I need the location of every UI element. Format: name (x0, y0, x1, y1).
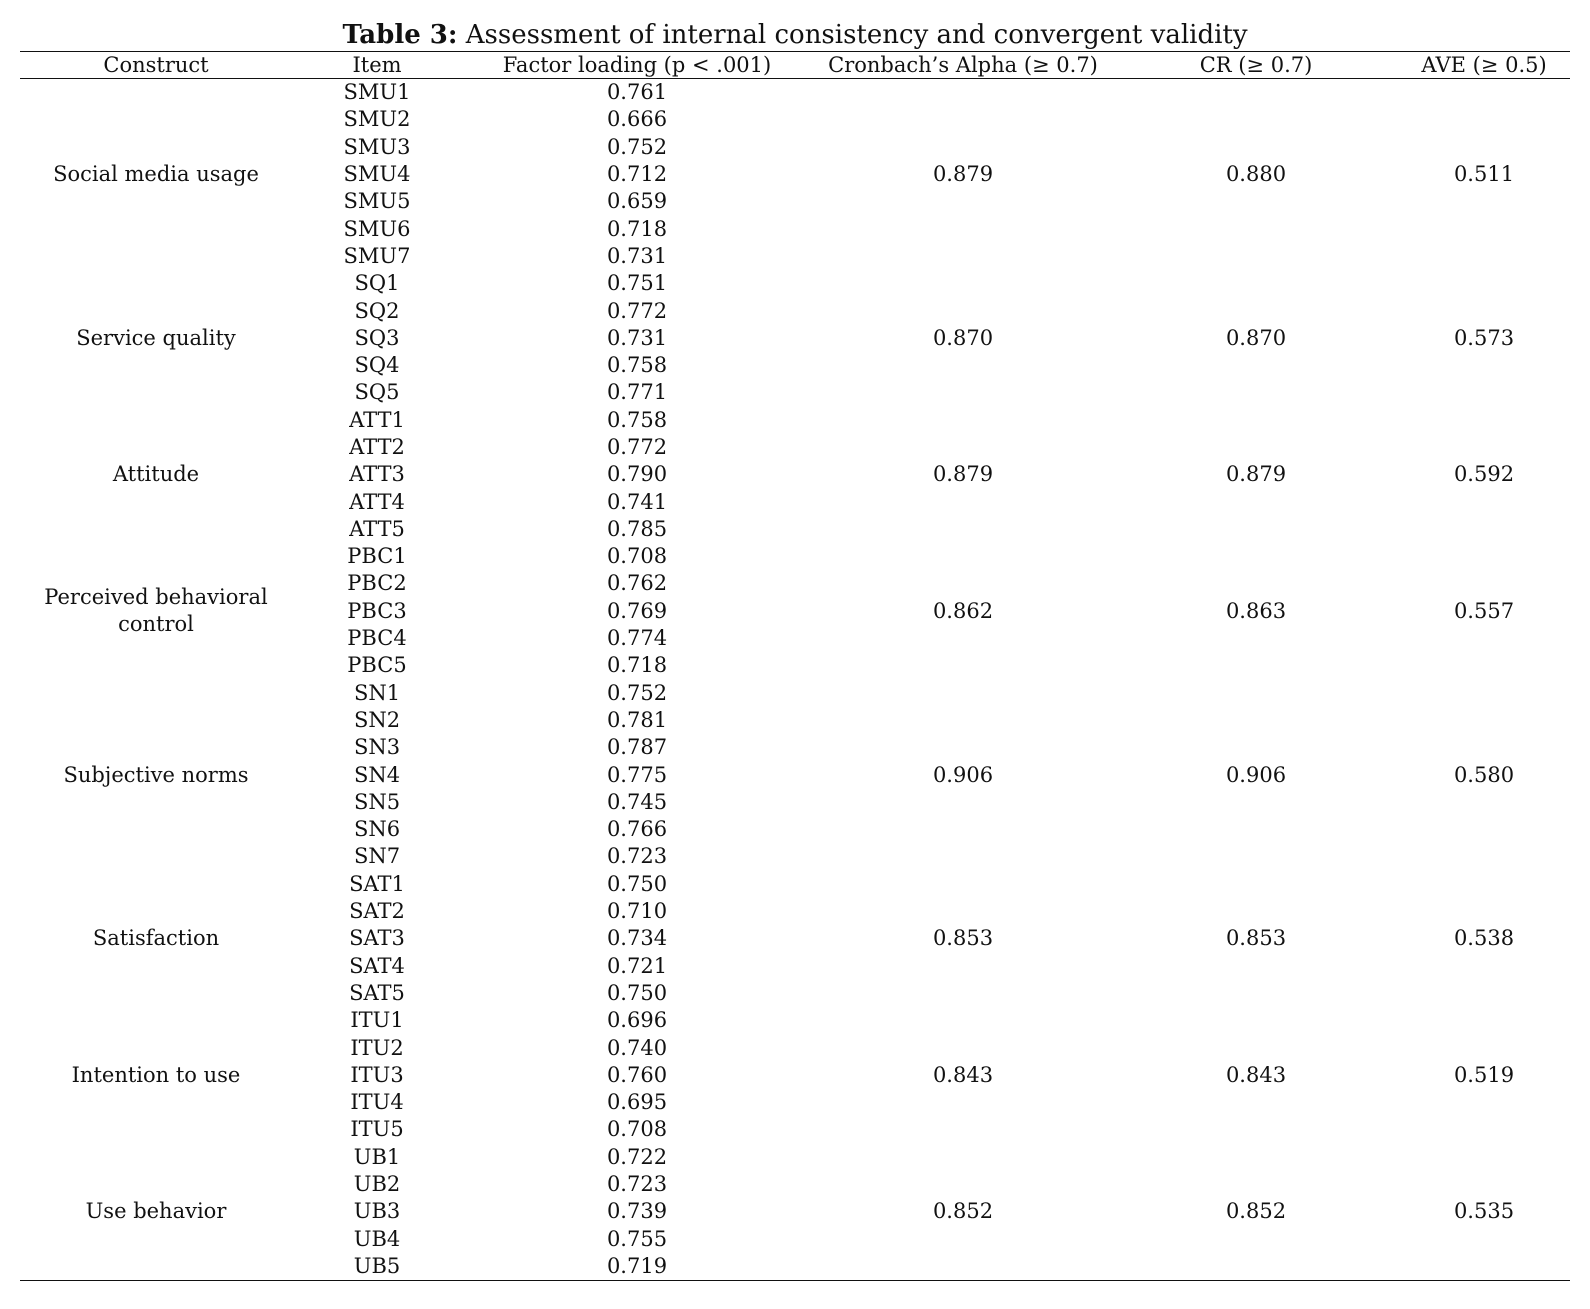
cronbach-alpha-cell: 0.879 (932, 162, 994, 187)
table-row (20, 407, 1570, 434)
ave-cell: 0.573 (1453, 325, 1515, 350)
factor-loading-cell: 0.723 (606, 1172, 668, 1197)
factor-loading-cell: 0.723 (606, 844, 668, 869)
factor-loading-cell: 0.731 (606, 325, 668, 350)
item-cell: SAT4 (349, 953, 405, 978)
cronbach-alpha-cell: 0.853 (932, 926, 994, 951)
item-cell: SN6 (353, 817, 401, 842)
factor-loading-cell: 0.787 (606, 735, 668, 760)
cr-cell: 0.863 (1225, 598, 1287, 623)
item-cell: PBC3 (347, 598, 407, 623)
construct-cell: Use behavior (20, 1144, 292, 1281)
cronbach-alpha-cell: 0.862 (932, 598, 994, 623)
cronbach-alpha-cell: 0.906 (932, 762, 994, 787)
factor-loading-cell: 0.790 (606, 462, 668, 487)
factor-loading-cell: 0.760 (606, 1062, 668, 1087)
factor-loading-cell: 0.775 (606, 762, 668, 787)
factor-loading-cell: 0.696 (606, 1008, 668, 1033)
cr-cell: 0.843 (1225, 1062, 1287, 1087)
table-row (20, 543, 1570, 570)
cronbach-alpha-cell: 0.852 (812, 1144, 1114, 1281)
factor-loading-cell: 0.750 (606, 871, 668, 896)
item-cell: SAT5 (349, 980, 405, 1005)
item-cell: SQ2 (354, 298, 400, 323)
factor-loading-cell: 0.741 (606, 489, 668, 514)
factor-loading-cell: 0.734 (606, 926, 668, 951)
item-cell: SN7 (353, 844, 401, 869)
item-cell: SAT1 (349, 871, 405, 896)
factor-loading-cell: 0.785 (606, 516, 668, 541)
cr-cell: 0.852 (1114, 1144, 1398, 1281)
factor-loading-cell: 0.722 (606, 1144, 668, 1169)
item-cell: PBC1 (347, 544, 407, 569)
ave-cell: 0.538 (1453, 926, 1515, 951)
item-cell: PBC4 (347, 626, 407, 651)
item-cell: SMU6 (343, 216, 411, 241)
item-cell: PBC5 (347, 653, 407, 678)
construct-cell: Social media usage (53, 162, 259, 187)
factor-loading-cell: 0.762 (606, 571, 668, 596)
table-row (20, 1007, 1570, 1034)
item-cell: ITU1 (350, 1008, 404, 1033)
item-cell: UB3 (353, 1199, 401, 1224)
item-cell: SMU2 (343, 107, 411, 132)
factor-loading-cell: 0.710 (606, 899, 668, 924)
factor-loading-cell: 0.719 (462, 1253, 812, 1281)
factor-loading-cell: 0.761 (606, 80, 668, 105)
cr-cell: 0.879 (1225, 462, 1287, 487)
construct-cell: Intention to use (71, 1062, 241, 1087)
factor-loading-cell: 0.695 (606, 1090, 668, 1115)
table-caption (0, 18, 1590, 52)
ave-cell: 0.557 (1453, 598, 1515, 623)
item-cell: SN1 (353, 680, 401, 705)
factor-loading-cell: 0.731 (606, 243, 668, 268)
factor-loading-cell: 0.666 (606, 107, 668, 132)
cr-cell: 0.853 (1225, 926, 1287, 951)
construct-cell: Perceived behavioral control (44, 585, 268, 637)
factor-loading-cell: 0.721 (606, 953, 668, 978)
ave-cell: 0.535 (1398, 1144, 1570, 1281)
factor-loading-cell: 0.781 (606, 707, 668, 732)
header-cr: CR (≥ 0.7) (1114, 52, 1398, 79)
item-cell: ATT3 (349, 462, 405, 487)
cronbach-alpha-cell: 0.870 (932, 325, 994, 350)
cronbach-alpha-cell: 0.843 (932, 1062, 994, 1087)
factor-loading-cell: 0.739 (606, 1199, 668, 1224)
construct-cell: Attitude (112, 462, 200, 487)
factor-loading-cell: 0.752 (606, 134, 668, 159)
factor-loading-cell: 0.755 (606, 1226, 668, 1251)
caption-text: Assessment of internal consistency and convergent validity (465, 20, 1248, 50)
factor-loading-cell: 0.771 (606, 380, 668, 405)
factor-loading-cell: 0.758 (606, 353, 668, 378)
cr-cell: 0.880 (1225, 162, 1287, 187)
factor-loading-cell: 0.766 (606, 817, 668, 842)
item-cell: SMU5 (343, 189, 411, 214)
factor-loading-cell: 0.769 (606, 598, 668, 623)
item-cell: SQ4 (354, 353, 400, 378)
item-cell: SN3 (353, 735, 401, 760)
factor-loading-cell: 0.659 (606, 189, 668, 214)
item-cell: SMU3 (343, 134, 411, 159)
header-factor-loading: Factor loading (p < .001) (462, 52, 812, 79)
table-row (20, 79, 1570, 107)
factor-loading-cell: 0.774 (606, 626, 668, 651)
table-row (20, 270, 1570, 297)
construct-cell: Service quality (76, 325, 236, 350)
item-cell: ATT1 (349, 407, 405, 432)
factor-loading-cell: 0.752 (606, 680, 668, 705)
caption-label: Table 3: (342, 20, 458, 50)
construct-cell: Satisfaction (92, 926, 220, 951)
cr-cell: 0.870 (1225, 325, 1287, 350)
item-cell: ATT4 (349, 489, 405, 514)
ave-cell: 0.592 (1453, 462, 1515, 487)
item-cell: PBC2 (347, 571, 407, 596)
item-cell: ITU3 (350, 1062, 404, 1087)
factor-loading-cell: 0.718 (606, 653, 668, 678)
item-cell: UB2 (353, 1172, 401, 1197)
header-item: Item (292, 52, 462, 79)
item-cell: UB5 (292, 1253, 462, 1281)
factor-loading-cell: 0.758 (606, 407, 668, 432)
table-row (20, 680, 1570, 707)
factor-loading-cell: 0.750 (606, 980, 668, 1005)
ave-cell: 0.511 (1453, 162, 1515, 187)
validity-table (20, 51, 1570, 1281)
factor-loading-cell: 0.751 (606, 271, 668, 296)
item-cell: ITU4 (350, 1090, 404, 1115)
factor-loading-cell: 0.772 (606, 435, 668, 459)
item-cell: SN5 (353, 789, 401, 814)
item-cell: SQ1 (354, 271, 400, 296)
table-row (20, 871, 1570, 898)
cronbach-alpha-cell: 0.879 (932, 462, 994, 487)
item-cell: SN4 (353, 762, 401, 787)
item-cell: SMU4 (343, 162, 411, 187)
item-cell: SN2 (353, 707, 401, 732)
item-cell: ITU5 (350, 1117, 404, 1142)
item-cell: SQ3 (354, 325, 400, 350)
factor-loading-cell: 0.718 (606, 216, 668, 241)
table-row (20, 1144, 1570, 1171)
table-body (20, 79, 1570, 1281)
item-cell: UB4 (353, 1226, 401, 1251)
header-cronbach-alpha: Cronbach’s Alpha (≥ 0.7) (812, 52, 1114, 79)
item-cell: UB1 (353, 1144, 401, 1169)
factor-loading-cell: 0.712 (606, 162, 668, 187)
item-cell: SAT3 (349, 926, 405, 951)
factor-loading-cell: 0.745 (606, 789, 668, 814)
header-row (20, 52, 1570, 79)
ave-cell: 0.580 (1453, 762, 1515, 787)
header-ave: AVE (≥ 0.5) (1398, 52, 1570, 79)
ave-cell: 0.519 (1453, 1062, 1515, 1087)
item-cell: ATT2 (349, 435, 405, 459)
factor-loading-cell: 0.772 (606, 298, 668, 323)
item-cell: SMU7 (343, 243, 411, 268)
construct-cell: Subjective norms (63, 762, 249, 787)
factor-loading-cell: 0.708 (606, 544, 668, 569)
factor-loading-cell: 0.708 (606, 1117, 668, 1142)
cr-cell: 0.906 (1225, 762, 1287, 787)
item-cell: SAT2 (349, 899, 405, 924)
item-cell: ITU2 (350, 1035, 404, 1060)
item-cell: SQ5 (354, 380, 400, 405)
item-cell: SMU1 (343, 80, 411, 105)
header-construct: Construct (20, 52, 292, 79)
item-cell: ATT5 (349, 516, 405, 541)
factor-loading-cell: 0.740 (606, 1035, 668, 1060)
